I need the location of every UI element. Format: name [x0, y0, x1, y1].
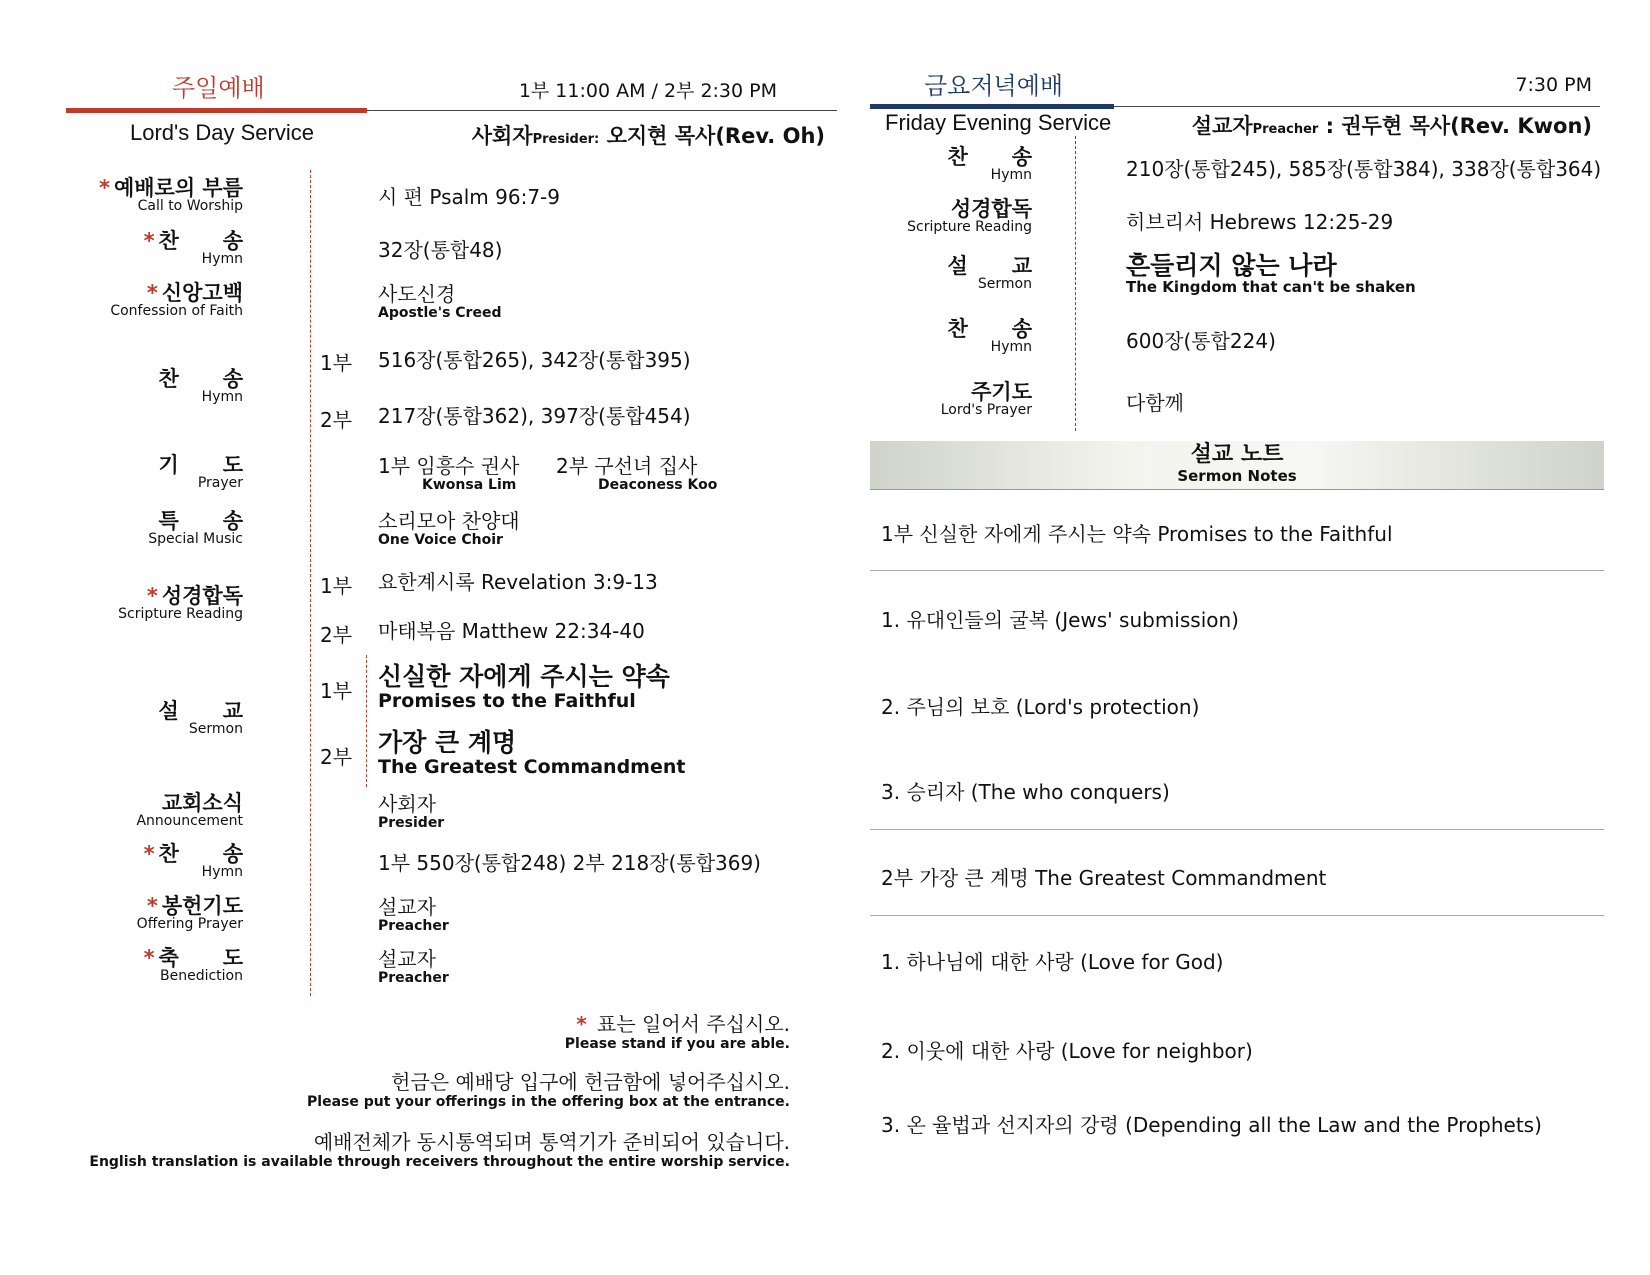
- lords-day-time: 1부 11:00 AM / 2부 2:30 PM: [518, 80, 777, 102]
- label-ko: 축 도: [158, 946, 243, 970]
- label-ko: 주기도: [971, 380, 1032, 404]
- sermon-notes-title: 설교 노트: [1190, 442, 1284, 467]
- note-line: 1. 하나님에 대한 사랑 (Love for God): [881, 950, 1224, 974]
- order-label-scripture: [118, 585, 243, 622]
- note-line: 3. 승리자 (The who conquers): [881, 780, 1170, 804]
- order-value-announcement: [378, 792, 444, 831]
- order-label-announcement: [136, 792, 243, 829]
- order-value-hymn-2-part1: [378, 348, 691, 372]
- label-en: Announcement: [136, 813, 243, 829]
- friday-value-hymn-1: 210장(통합245), 585장(통합384), 338장(통합364): [1126, 157, 1602, 181]
- order-label-benediction: [144, 947, 243, 984]
- standing-mark: *: [146, 281, 158, 305]
- note-line: 3. 온 율법과 선지자의 강령 (Depending all the Law and the Prophets): [881, 1113, 1542, 1137]
- value-text-en: Presider: [378, 815, 445, 831]
- standing-mark: *: [143, 229, 155, 253]
- notice-ko: 예배전체가 동시통역되며 통역기가 준비되어 있습니다.: [313, 1130, 790, 1154]
- label-en: Sermon: [188, 721, 243, 737]
- label-en: Hymn: [990, 167, 1032, 183]
- standing-mark: *: [146, 894, 158, 918]
- standing-mark: *: [98, 176, 110, 200]
- label-en: Confession of Faith: [110, 303, 243, 319]
- friday-value-hymn-2: 600장(통합224): [1126, 329, 1276, 353]
- order-value-confession: [378, 282, 501, 321]
- notice-en: Please stand if you are able.: [564, 1036, 790, 1052]
- value-text-en: One Voice Choir: [378, 532, 503, 548]
- value-text: 32장(통합48): [378, 238, 503, 262]
- preacher-name: : 권두현 목사(Rev. Kwon): [1318, 114, 1592, 138]
- sermon-title-ko: 신실한 자에게 주시는 약속: [378, 662, 670, 691]
- order-value-hymn-2-part2: [378, 404, 691, 428]
- sermon-title-part2: [378, 729, 685, 777]
- lords-day-accent-rule: [66, 108, 367, 113]
- label-en: Scripture Reading: [118, 606, 243, 622]
- label-ko: 성경합독: [950, 197, 1032, 221]
- notice-en: Please put your offerings in the offering box at the entrance.: [307, 1094, 790, 1110]
- order-value-hymn-1: [378, 238, 502, 262]
- label-en: Special Music: [148, 531, 243, 547]
- sermon-notes-header: [870, 441, 1604, 490]
- lords-day-rule: [367, 110, 837, 111]
- value-text: 1부 임흥수 권사: [378, 454, 520, 478]
- label-en: Scripture Reading: [907, 219, 1032, 235]
- standing-mark: *: [143, 946, 155, 970]
- sermon-title-ko: 가장 큰 계명: [378, 728, 517, 757]
- note-line: 2. 이웃에 대한 사랑 (Love for neighbor): [881, 1039, 1253, 1063]
- order-label-hymn-3: [144, 843, 243, 880]
- label-ko: 설 교: [947, 254, 1032, 278]
- lords-day-title: 주일예배: [172, 74, 265, 102]
- standing-mark: *: [576, 1012, 587, 1036]
- sermon-title-en: Promises to the Faithful: [378, 690, 636, 712]
- value-text: 시 편 Psalm 96:7-9: [378, 185, 560, 209]
- sermon-title-en: The Greatest Commandment: [378, 756, 686, 778]
- value-text: 마태복음 Matthew 22:34-40: [378, 619, 645, 643]
- note-line: 1부 신실한 자에게 주시는 약속 Promises to the Faithful: [881, 522, 1393, 546]
- value-text: 217장(통합362), 397장(통합454): [378, 404, 691, 428]
- part-label: 1부: [320, 351, 353, 375]
- friday-title: 금요저녁예배: [924, 72, 1064, 100]
- label-en: Call to Worship: [137, 198, 243, 214]
- sermon-title-part1: [378, 663, 670, 711]
- standing-mark: *: [146, 584, 158, 608]
- order-label-prayer: [159, 454, 243, 491]
- label-ko: 기 도: [158, 453, 243, 477]
- friday-subtitle: Friday Evening Service: [885, 110, 1112, 135]
- sermon-title-ko: 흔들리지 않는 나라: [1126, 251, 1337, 280]
- value-text-en: Preacher: [378, 970, 449, 986]
- label-ko: 찬 송: [947, 317, 1032, 341]
- notice-offering: [307, 1070, 790, 1110]
- label-en: Prayer: [197, 475, 243, 491]
- value-text: 2부 구선녀 집사: [556, 454, 698, 478]
- order-value-offering-prayer: [378, 895, 449, 934]
- part-label: 1부: [320, 679, 353, 703]
- value-text: 소리모아 찬양대: [378, 509, 520, 533]
- presider-label-en: Presider:: [532, 132, 600, 147]
- friday-order-divider: [1075, 136, 1076, 431]
- order-value-hymn-3: [378, 851, 761, 875]
- note-line: 2. 주님의 보호 (Lord's protection): [881, 695, 1200, 719]
- label-ko: 설 교: [158, 699, 243, 723]
- friday-rule: [1114, 106, 1600, 107]
- note-line: 1. 유대인들의 굴복 (Jews' submission): [881, 608, 1239, 632]
- label-en: Hymn: [201, 251, 243, 267]
- value-text: 사회자: [378, 792, 436, 816]
- value-text: 요한계시록 Revelation 3:9-13: [378, 570, 658, 594]
- sermon-notes-title-en: Sermon Notes: [1177, 467, 1297, 485]
- sermon-divider: [366, 655, 367, 787]
- label-en: Hymn: [201, 864, 243, 880]
- friday-label-scripture: [907, 198, 1032, 235]
- notice-ko: 헌금은 예배당 입구에 헌금함에 넣어주십시오.: [391, 1070, 790, 1094]
- part-label: 2부: [320, 408, 353, 432]
- label-en: Offering Prayer: [136, 916, 243, 932]
- label-en: Sermon: [977, 276, 1032, 292]
- notice-standing: [565, 1012, 790, 1052]
- label-ko: 특 송: [158, 509, 243, 533]
- value-text-en: Preacher: [378, 918, 449, 934]
- friday-sermon-title: [1126, 253, 1416, 295]
- value-text: 설교자: [378, 947, 436, 971]
- value-text: 1부 550장(통합248) 2부 218장(통합369): [378, 851, 761, 875]
- preacher-label: 설교자: [1191, 114, 1253, 138]
- order-value-benediction: [378, 947, 449, 986]
- order-value-scripture-part1: [378, 570, 658, 594]
- lords-day-presider: [472, 120, 825, 150]
- order-value-special-music: [378, 509, 520, 548]
- label-en: Hymn: [990, 339, 1032, 355]
- friday-label-hymn-2: [948, 318, 1032, 355]
- presider-label: 사회자: [471, 124, 533, 148]
- note-rule: [870, 915, 1604, 916]
- notice-ko: 표는 일어서 주십시오.: [590, 1012, 790, 1036]
- order-label-call-to-worship: [99, 177, 243, 214]
- order-label-hymn-1: [144, 230, 243, 267]
- label-en: Lord's Prayer: [940, 402, 1032, 418]
- friday-label-hymn-1: [948, 146, 1032, 183]
- order-value-prayer-1: [378, 454, 519, 493]
- label-en: Hymn: [201, 389, 243, 405]
- friday-time: 7:30 PM: [1515, 74, 1592, 96]
- standing-mark: *: [143, 842, 155, 866]
- order-value-scripture-part2: [378, 619, 645, 643]
- preacher-label-en: Preacher: [1252, 122, 1319, 137]
- value-text-en: Kwonsa Lim: [422, 477, 517, 493]
- friday-value-lords-prayer: 다함께: [1126, 391, 1184, 415]
- note-rule: [870, 570, 1604, 571]
- presider-name: 오지현 목사(Rev. Oh): [599, 124, 825, 148]
- value-text: 516장(통합265), 342장(통합395): [378, 348, 691, 372]
- label-ko: 성경합독: [161, 584, 243, 608]
- friday-accent-rule: [870, 104, 1114, 109]
- order-label-confession: [110, 282, 243, 319]
- value-text-en: Deaconess Koo: [598, 477, 718, 493]
- friday-preacher: [1192, 110, 1592, 140]
- value-text: 설교자: [378, 895, 436, 919]
- label-ko: 신앙고백: [161, 281, 243, 305]
- part-label: 2부: [320, 745, 353, 769]
- order-value-call-to-worship: [378, 185, 560, 209]
- order-divider: [310, 170, 311, 996]
- note-line: 2부 가장 큰 계명 The Greatest Commandment: [881, 866, 1327, 890]
- label-ko: 찬 송: [947, 145, 1032, 169]
- order-label-special-music: [148, 510, 243, 547]
- notice-en: English translation is available through receivers throughout the entire worship service.: [89, 1154, 790, 1170]
- label-ko: 예배로의 부름: [113, 176, 243, 200]
- value-text: 사도신경: [378, 282, 456, 306]
- label-ko: 찬 송: [158, 842, 243, 866]
- note-rule: [870, 829, 1604, 830]
- lords-day-subtitle: Lord's Day Service: [130, 120, 314, 145]
- friday-value-scripture: 히브리서 Hebrews 12:25-29: [1126, 210, 1394, 234]
- order-value-prayer-2: [556, 454, 717, 493]
- part-label: 2부: [320, 623, 353, 647]
- order-label-hymn-2: [159, 368, 243, 405]
- label-ko: 찬 송: [158, 229, 243, 253]
- order-label-offering-prayer: [137, 895, 243, 932]
- notice-translation: [89, 1130, 790, 1170]
- part-label: 1부: [320, 574, 353, 598]
- order-label-sermon: [159, 700, 243, 737]
- sermon-title-en: The Kingdom that can't be shaken: [1126, 278, 1416, 296]
- label-ko: 교회소식: [161, 791, 243, 815]
- label-en: Benediction: [160, 968, 243, 984]
- friday-label-sermon: [948, 255, 1032, 292]
- friday-label-lords-prayer: [941, 381, 1032, 418]
- value-text-en: Apostle's Creed: [378, 305, 502, 321]
- label-ko: 찬 송: [158, 367, 243, 391]
- label-ko: 봉헌기도: [161, 894, 243, 918]
